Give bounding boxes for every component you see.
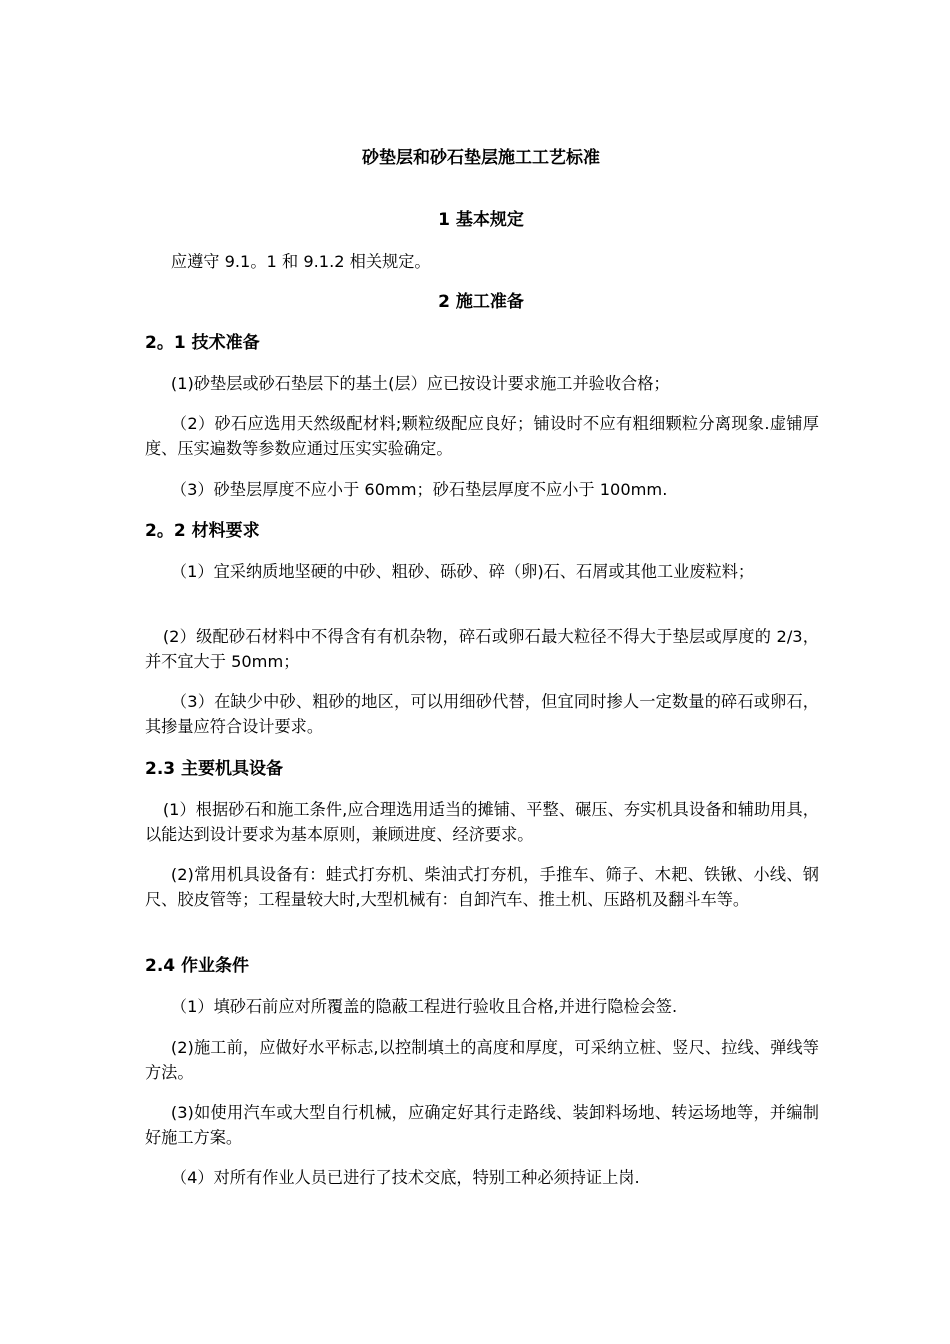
subsection-heading-technical-preparation: 2。1 技术准备 — [145, 333, 260, 353]
paragraph: （1）填砂石前应对所覆盖的隐蔽工程进行验收且合格,并进行隐检会签. — [170, 997, 678, 1016]
paragraph: (2)常用机具设备有：蛙式打夯机、柴油式打夯机，手推车、筛子、木耙、铁锹、小线、钢尺、胶皮管等；工程量较大时,大型机械有：自卸汽车、推土机、压路机及翻斗车等。 — [145, 865, 819, 909]
paragraph: （4）对所有作业人员已进行了技术交底，特别工种必须持证上岗. — [170, 1168, 640, 1187]
paragraph: (2)施工前，应做好水平标志,以控制填土的高度和厚度，可采纳立桩、竖尺、拉线、弹线等方法。 — [145, 1038, 819, 1082]
paragraph: （2）砂石应选用天然级配材料;颗粒级配应良好；铺设时不应有粗细颗粒分离现象.虚铺厚度、压实遍数等参数应通过压实实验确定。 — [145, 414, 819, 458]
paragraph: （3）在缺少中砂、粗砂的地区，可以用细砂代替，但宜同时掺人一定数量的碎石或卵石，其掺量应符合设计要求。 — [145, 692, 819, 736]
paragraph: (3)如使用汽车或大型自行机械，应确定好其行走路线、装卸料场地、转运场地等，并编制好施工方案。 — [145, 1103, 819, 1147]
subsection-heading-main-equipment: 2.3 主要机具设备 — [145, 759, 284, 779]
section-heading-basic-rules: 1 基本规定 — [438, 210, 524, 230]
subsection-heading-material-requirements: 2。2 材料要求 — [145, 521, 260, 541]
paragraph: (1）根据砂石和施工条件,应合理选用适当的摊铺、平整、碾压、夯实机具设备和辅助用具，以能达到设计要求为基本原则，兼顾进度、经济要求。 — [145, 800, 819, 844]
paragraph: （1）宜采纳质地坚硬的中砂、粗砂、砾砂、碎（卵)石、石屑或其他工业废粒料； — [170, 562, 755, 581]
document-title: 砂垫层和砂石垫层施工工艺标准 — [362, 148, 600, 168]
paragraph: 应遵守 9.1。1 和 9.1.2 相关规定。 — [170, 252, 431, 271]
paragraph: (1)砂垫层或砂石垫层下的基土(层）应已按设计要求施工并验收合格； — [170, 374, 670, 393]
subsection-heading-work-conditions: 2.4 作业条件 — [145, 956, 250, 976]
paragraph: (2）级配砂石材料中不得含有有机杂物，碎石或卵石最大粒径不得大于垫层或厚度的 2/3，并不宜大于 50mm； — [145, 627, 819, 671]
paragraph: （3）砂垫层厚度不应小于 60mm；砂石垫层厚度不应小于 100mm. — [170, 480, 668, 499]
section-heading-preparation: 2 施工准备 — [438, 292, 524, 312]
